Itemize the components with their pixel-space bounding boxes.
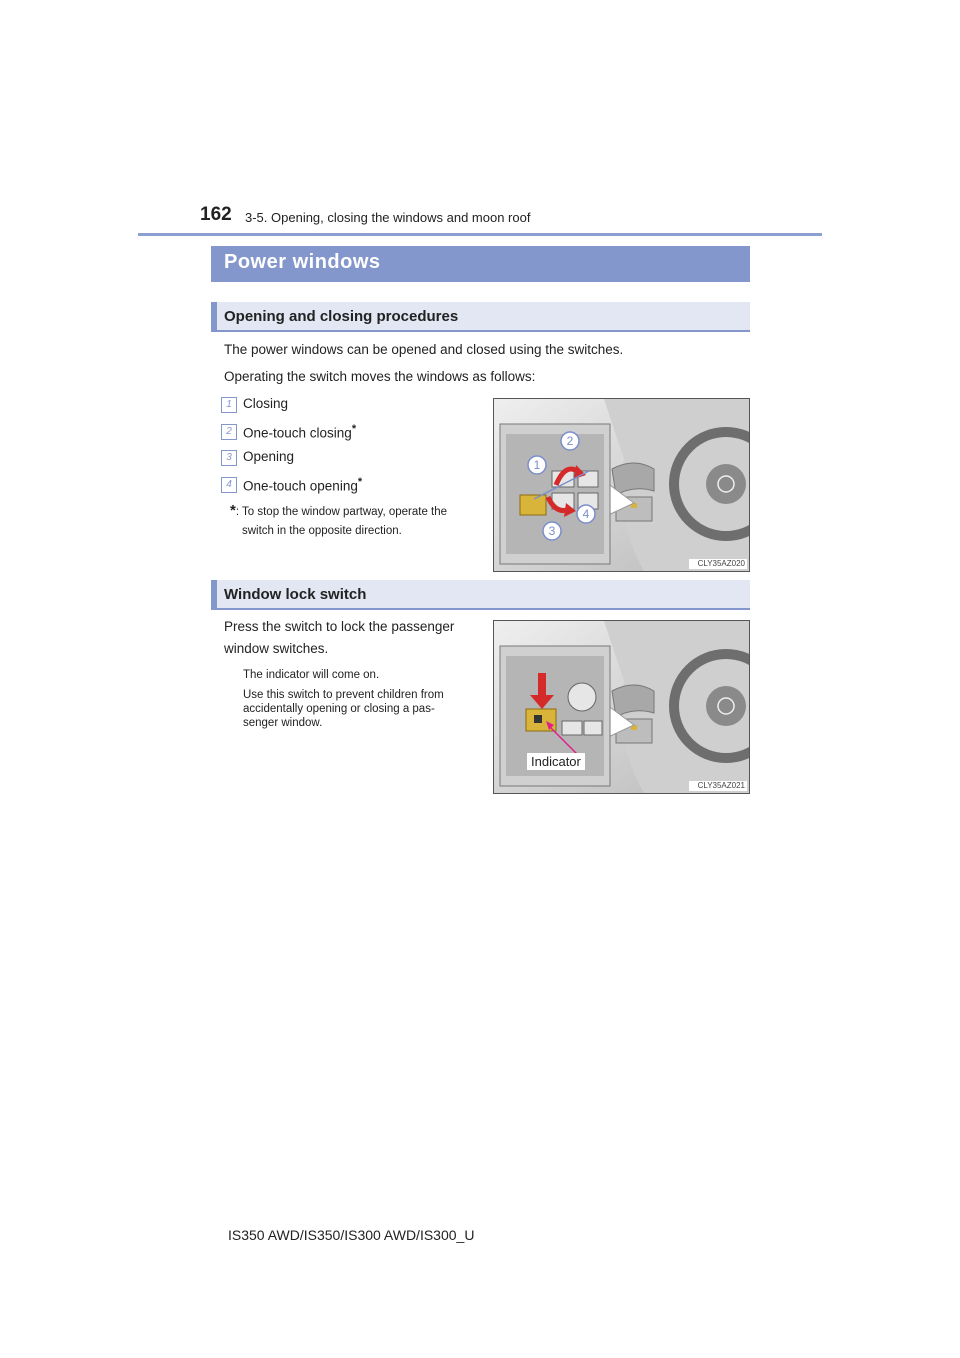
- item-number-4: 4: [221, 477, 237, 493]
- svg-text:2: 2: [566, 434, 574, 448]
- footnote-star: *: [357, 476, 363, 488]
- list-item-one-touch-closing: [243, 423, 356, 441]
- section1-intro-1: The power windows can be opened and closed using the switches.: [224, 342, 624, 357]
- header-rule: [138, 233, 822, 236]
- sub2-line-1: Use this switch to prevent children from: [243, 689, 444, 701]
- footnote-text-2: switch in the opposite direction.: [242, 525, 402, 537]
- footer-model: IS350 AWD/IS350/IS300 AWD/IS300_U: [228, 1227, 475, 1243]
- section1-intro-2: Operating the switch moves the windows as follows:: [224, 369, 536, 384]
- footnote-text-1: : To stop the window partway, operate the: [235, 506, 448, 518]
- callout-1: [528, 456, 546, 474]
- figure-code: CLY35AZ020: [697, 559, 745, 568]
- section2-para-2: window switches.: [224, 641, 329, 656]
- item-number-2: 2: [221, 424, 237, 440]
- footnote-star: *: [351, 423, 357, 435]
- indicator-label: Indicator: [527, 753, 585, 770]
- section2-para-1: Press the switch to lock the passenger: [224, 619, 455, 634]
- figure-window-switch: [493, 398, 750, 572]
- item-label: Opening: [243, 449, 295, 464]
- svg-text:1: 1: [533, 458, 541, 472]
- callout-4: [577, 505, 595, 523]
- figure-illustration: [494, 399, 749, 571]
- list-item-opening: [243, 449, 294, 464]
- footnote: [230, 501, 492, 541]
- item-label: One-touch closing: [243, 425, 352, 441]
- svg-text:4: 4: [582, 507, 590, 521]
- section2-sub-1: The indicator will come on.: [243, 669, 380, 681]
- svg-text:3: 3: [548, 524, 556, 538]
- footnote-marker: *: [230, 502, 236, 519]
- callout-3: [543, 522, 561, 540]
- page-title: Power windows: [224, 251, 381, 273]
- section2-heading: Window lock switch: [224, 586, 367, 603]
- section2-sub-2: [243, 688, 479, 730]
- item-number-1: 1: [221, 397, 237, 413]
- list-item-closing: [243, 396, 288, 411]
- section-path: 3-5. Opening, closing the windows and moon roof: [245, 210, 531, 225]
- figure-window-lock: [493, 620, 750, 794]
- section1-heading: Opening and closing procedures: [224, 308, 459, 325]
- sub2-line-3: senger window.: [243, 717, 323, 729]
- item-number-3: 3: [221, 450, 237, 466]
- callout-2: [561, 432, 579, 450]
- item-label: Closing: [243, 396, 289, 411]
- figure-code: CLY35AZ021: [697, 781, 745, 790]
- sub2-line-2: accidentally opening or closing a pas-: [243, 703, 435, 715]
- item-label: One-touch opening: [243, 478, 358, 494]
- page-number: 162: [200, 204, 232, 225]
- list-item-one-touch-opening: [243, 476, 362, 494]
